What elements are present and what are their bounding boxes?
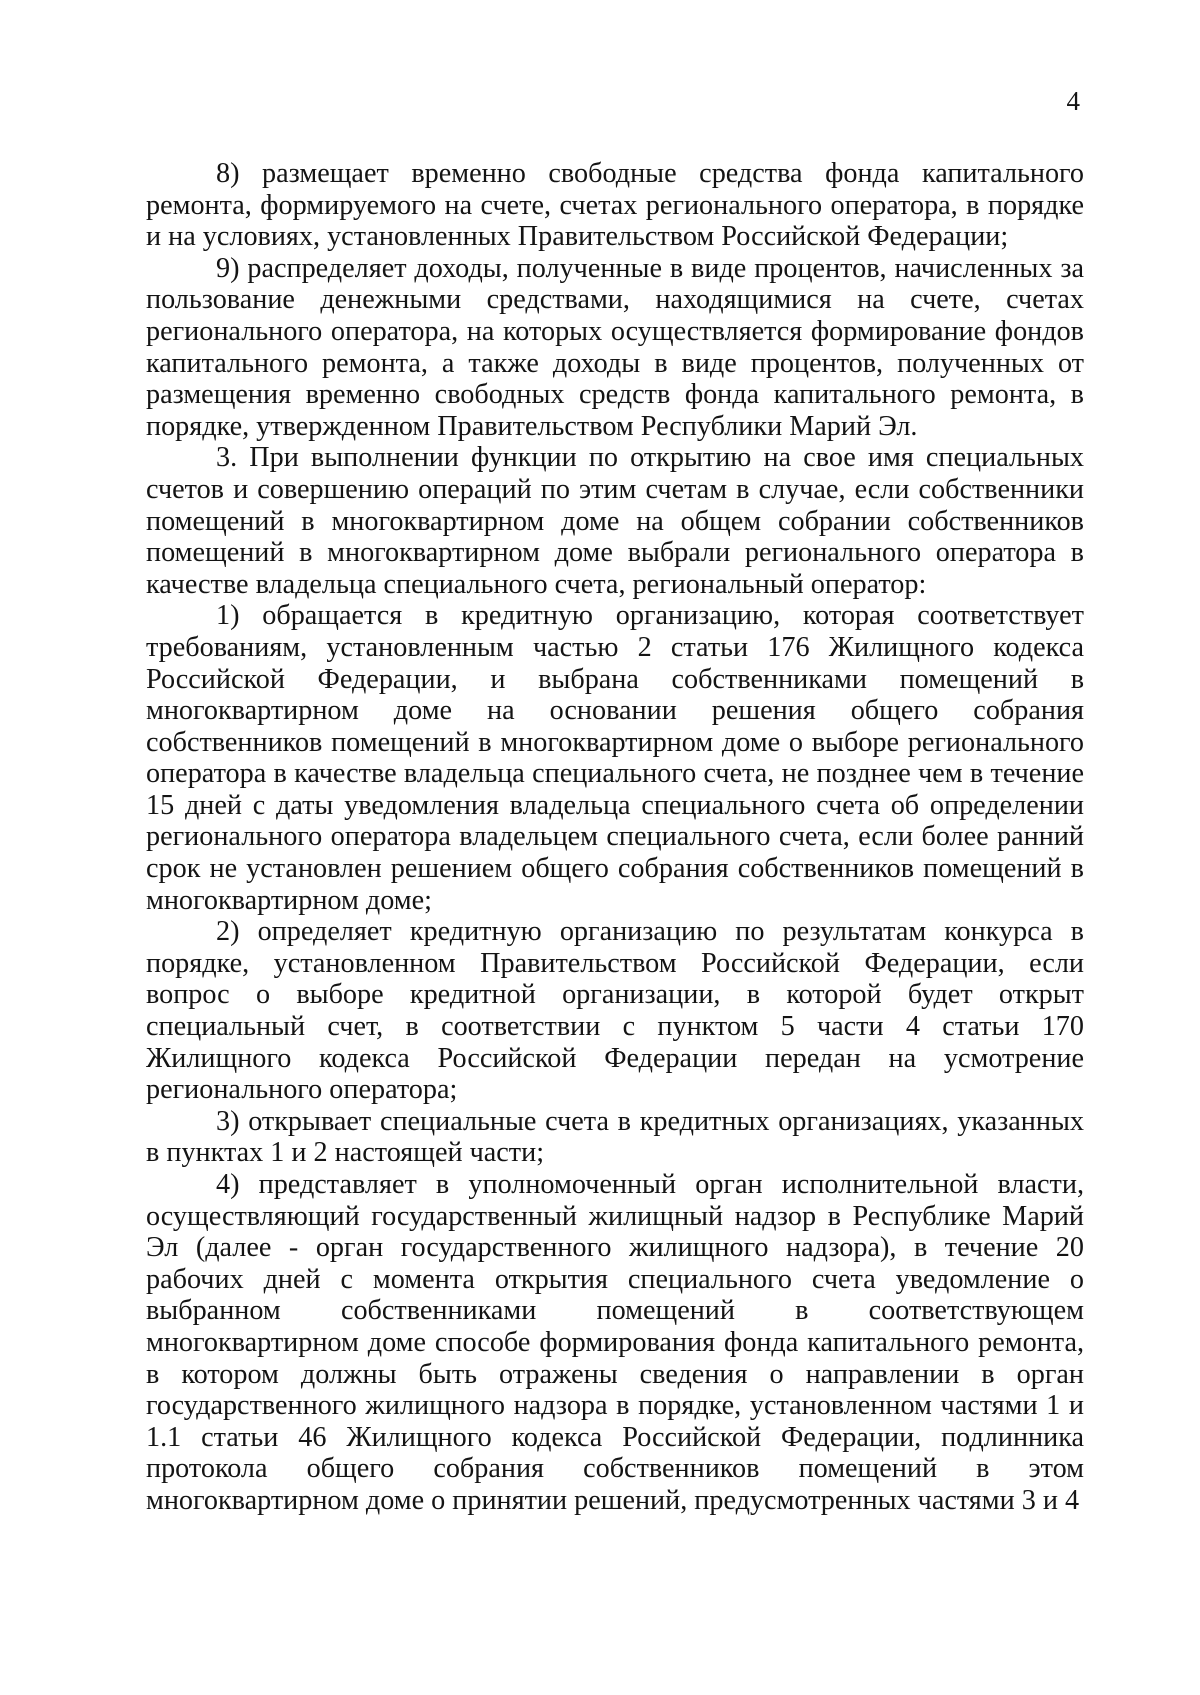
page-number: 4 [1066, 86, 1080, 116]
paragraph-item-4: 4) представляет в уполномоченный орган исполнительной власти, осуществляющий государственный жилищный надзор в Республике Марий Эл (далее - орган государственного жилищного надзора), в течение 20 рабочих дней с момента открытия специального счета уведомление о выбранном собственниками помещений в соответствующем многоквартирном доме способе формирования фонда капитального ремонта, в котором должны быть отражены сведения о направлении в орган государственного жилищного надзора в порядке, установленном частями 1 и 1.1 статьи 46 Жилищного кодекса Российской Федерации, подлинника протокола общего собрания собственников помещений в этом многоквартирном доме о принятии решений, предусмотренных частями 3 и 4 [146, 1169, 1084, 1516]
paragraph-item-2: 2) определяет кредитную организацию по результатам конкурса в порядке, установленном Правительством Российской Федерации, если вопрос о выборе кредитной организации, в которой будет открыт специальный счет, в соответствии с пунктом 5 части 4 статьи 170 Жилищного кодекса Российской Федерации передан на усмотрение регионального оператора; [146, 916, 1084, 1106]
paragraph-item-8: 8) размещает временно свободные средства фонда капитального ремонта, формируемого на счете, счетах регионального оператора, в порядке и на условиях, установленных Правительством Российской Федерации; [146, 158, 1084, 253]
document-body [146, 158, 1084, 1517]
paragraph-part-3: 3. При выполнении функции по открытию на свое имя специальных счетов и совершению операций по этим счетам в случае, если собственники помещений в многоквартирном доме на общем собрании собственников помещений в многоквартирном доме выбрали регионального оператора в качестве владельца специального счета, региональный оператор: [146, 442, 1084, 600]
paragraph-item-9: 9) распределяет доходы, полученные в виде процентов, начисленных за пользование денежными средствами, находящимися на счете, счетах регионального оператора, на которых осуществляется формирование фондов капитального ремонта, а также доходы в виде процентов, полученных от размещения временно свободных средств фонда капитального ремонта, в порядке, утвержденном Правительством Республики Марий Эл. [146, 252, 1084, 442]
paragraph-item-3: 3) открывает специальные счета в кредитных организациях, указанных в пунктах 1 и 2 настоящей части; [146, 1105, 1084, 1169]
paragraph-item-1: 1) обращается в кредитную организацию, которая соответствует требованиям, установленным частью 2 статьи 176 Жилищного кодекса Российской Федерации, и выбрана собственниками помещений в многоквартирном доме на основании решения общего собрания собственников помещений в многоквартирном доме о выборе регионального оператора в качестве владельца специального счета, не позднее чем в течение 15 дней с даты уведомления владельца специального счета об определении регионального оператора владельцем специального счета, если более ранний срок не установлен решением общего собрания собственников помещений в многоквартирном доме; [146, 600, 1084, 916]
